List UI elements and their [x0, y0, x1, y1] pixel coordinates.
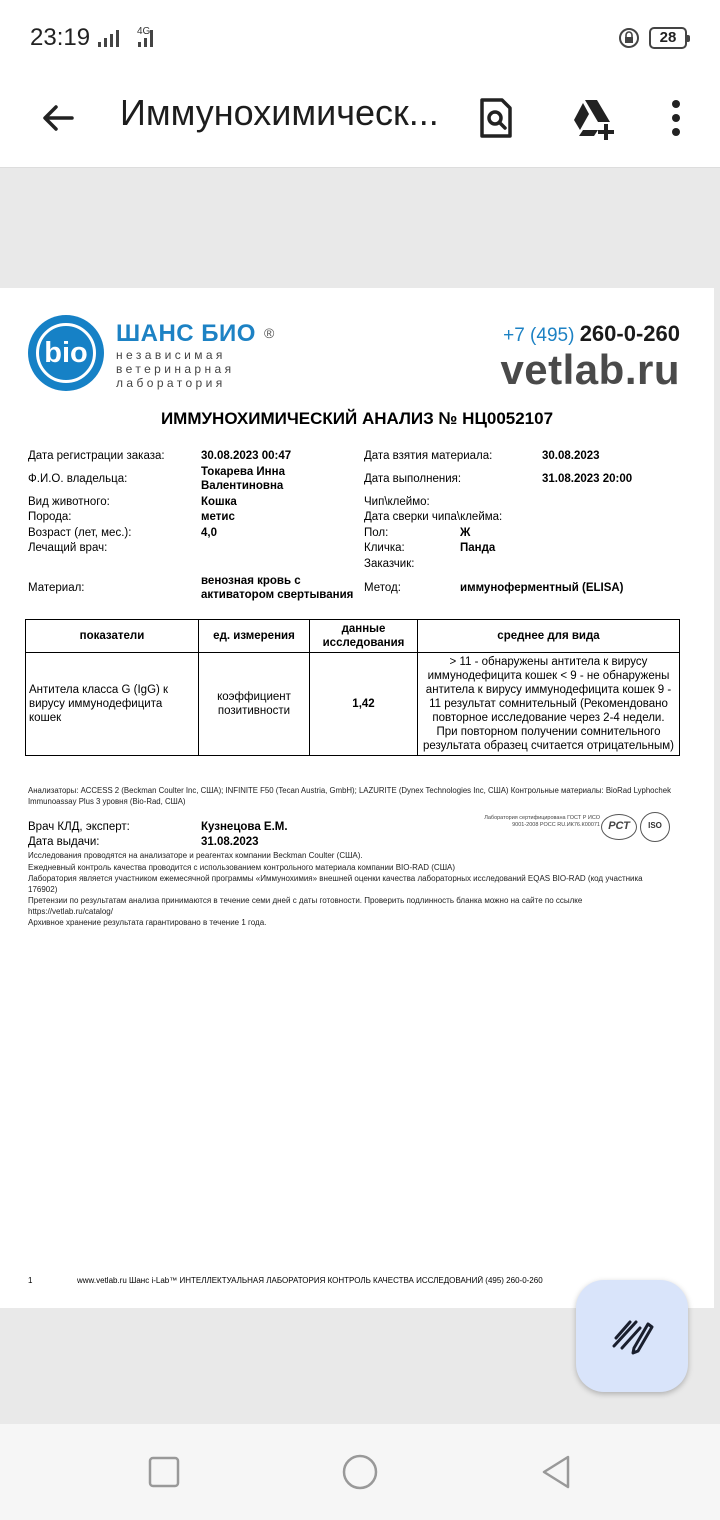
- reg-date-label: Дата регистрации заказа:: [28, 450, 165, 462]
- col-header-value: данные исследования: [310, 620, 418, 653]
- material-label: Материал:: [28, 582, 85, 594]
- owner-label: Ф.И.О. владельца:: [28, 473, 128, 485]
- owner-value-2: Валентиновна: [201, 480, 284, 492]
- brand-subtitle-2: ветеринарная: [116, 362, 235, 376]
- back-triangle-icon[interactable]: [538, 1454, 574, 1490]
- note-4: Претензии по результатам анализа принимаются в течение семи дней с даты готовности. Проверить подлинность бланка можно на сайте по ссылке https://vetlab.ru/catalog/: [28, 896, 583, 916]
- home-circle-icon[interactable]: [342, 1454, 378, 1490]
- breed-value: метис: [201, 511, 235, 523]
- add-to-drive-icon[interactable]: [568, 94, 616, 142]
- issue-date-label: Дата выдачи:: [28, 836, 100, 848]
- material-value-1: венозная кровь с: [201, 575, 301, 587]
- age-label: Возраст (лет, мес.):: [28, 527, 132, 539]
- lock-rotation-icon: [618, 27, 640, 49]
- col-header-indicator: показатели: [26, 620, 199, 653]
- col-header-reference: среднее для вида: [418, 620, 680, 653]
- lab-phone: [503, 321, 680, 347]
- iso-logo: ISO: [640, 812, 670, 842]
- note-1: Исследования проводятся на анализаторе и реагентах компании Beckman Coulter (США).: [28, 851, 363, 860]
- reg-date-value: 30.08.2023 00:47: [201, 450, 292, 462]
- brand-name: ШАНС БИО: [116, 320, 256, 347]
- species-label: Вид животного:: [28, 496, 110, 508]
- cell-indicator: Антитела класса G (IgG) к вирусу иммунодефицита кошек: [26, 653, 199, 756]
- brand-subtitle-3: лаборатория: [116, 376, 226, 390]
- done-date-value: 31.08.2023 20:00: [542, 473, 633, 485]
- material-value-2: активатором свертывания: [201, 589, 354, 601]
- chip-check-label: Дата сверки чипа\клейма:: [364, 511, 503, 523]
- col-header-unit: ед. измерения: [199, 620, 310, 653]
- edit-fab-button[interactable]: [576, 1280, 688, 1392]
- battery-icon: 28: [649, 27, 687, 49]
- find-in-document-icon[interactable]: [472, 94, 520, 142]
- table-header-row: [26, 620, 680, 653]
- system-nav-bar: [0, 1424, 720, 1520]
- nickname-label: Кличка:: [364, 542, 405, 554]
- recents-square-icon[interactable]: [146, 1454, 182, 1490]
- sex-value: Ж: [460, 527, 471, 539]
- age-value: 4,0: [201, 527, 217, 539]
- app-toolbar: [0, 72, 720, 168]
- customer-label: Заказчик:: [364, 558, 415, 570]
- sample-date-label: Дата взятия материала:: [364, 450, 493, 462]
- method-value: иммуноферментный (ELISA): [460, 582, 624, 594]
- sample-date-value: 30.08.2023: [542, 450, 600, 462]
- doctor-label: Лечащий врач:: [28, 542, 108, 554]
- edit-signature-icon: [610, 1314, 654, 1358]
- issue-date-value: 31.08.2023: [201, 836, 259, 848]
- status-time: 23:19: [30, 24, 91, 51]
- table-row: [26, 653, 680, 756]
- method-label: Метод:: [364, 582, 401, 594]
- nickname-value: Панда: [460, 542, 496, 554]
- breed-label: Порода:: [28, 511, 72, 523]
- rst-logo: РСТ: [601, 814, 637, 840]
- analyzers-note: Анализаторы: ACCESS 2 (Beckman Coulter Inc, США); INFINITE F50 (Tecan Austria, GmbH); LAZURITE (Dynex Technologies Inc, США) Контрольные материалы: BioRad Lyphochek Immunoassay Plus 3 уровня (Bio-Rad, США): [28, 786, 671, 806]
- cell-value: 1,42: [310, 653, 418, 756]
- phone-prefix: +7 (495): [503, 325, 575, 346]
- logo-text: bio: [36, 323, 96, 383]
- document-page: [0, 288, 714, 1308]
- done-date-label: Дата выполнения:: [364, 473, 462, 485]
- more-vert-icon[interactable]: [652, 94, 700, 142]
- cell-unit: коэффициент позитивности: [199, 653, 310, 756]
- document-title: Иммунохимическ...: [120, 92, 439, 133]
- certification-text: Лаборатория сертифицирована ГОСТ Р ИСО 9001-2008 РОСС RU.ИК76.К00071: [484, 815, 600, 828]
- lab-website: vetlab.ru: [500, 346, 680, 393]
- status-bar: [0, 0, 720, 72]
- expert-label: Врач КЛД, эксперт:: [28, 821, 130, 833]
- analysis-title: ИММУНОХИМИЧЕСКИЙ АНАЛИЗ № НЦ0052107: [160, 409, 554, 428]
- sex-label: Пол:: [364, 527, 389, 539]
- network-type: 4G: [137, 26, 151, 37]
- page-number: 1: [28, 1276, 33, 1285]
- chip-label: Чип\клеймо:: [364, 496, 430, 508]
- expert-value: Кузнецова Е.М.: [201, 821, 288, 833]
- brand-subtitle-1: независимая: [116, 348, 226, 362]
- results-table: [25, 619, 680, 756]
- registered-mark: ®: [264, 325, 275, 341]
- note-2: Ежедневный контроль качества проводится с использованием контрольного материала компании BIO-RAD (США): [28, 863, 456, 872]
- note-5: Архивное хранение результата гарантировано в течение 1 года.: [28, 918, 267, 927]
- page-footer: www.vetlab.ru Шанс i-Lab™ ИНТЕЛЛЕКТУАЛЬНАЯ ЛАБОРАТОРИЯ КОНТРОЛЬ КАЧЕСТВА ИССЛЕДОВАНИЙ (495) 260-0-260: [77, 1276, 543, 1285]
- species-value: Кошка: [201, 496, 237, 508]
- back-arrow-icon[interactable]: [36, 96, 80, 140]
- owner-value-1: Токарева Инна: [201, 466, 285, 478]
- bio-logo: [28, 315, 104, 391]
- phone-number: 260-0-260: [579, 321, 680, 346]
- cell-reference: > 11 - обнаружены антитела к вирусу иммунодефицита кошек < 9 - не обнаружены антитела к вирусу иммунодефицита кошек 9 - 11 результат сомнительный (Рекомендовано повторное исследование через 2-4 недели. При повторном получении сомнительного результата образец считается отрицательным): [418, 653, 680, 756]
- note-3: Лаборатория является участником ежемесячной программы «Иммунохимия» внешней оценки качества лабораторных исследований EQAS BIO-RAD (код участника 176902): [28, 874, 643, 894]
